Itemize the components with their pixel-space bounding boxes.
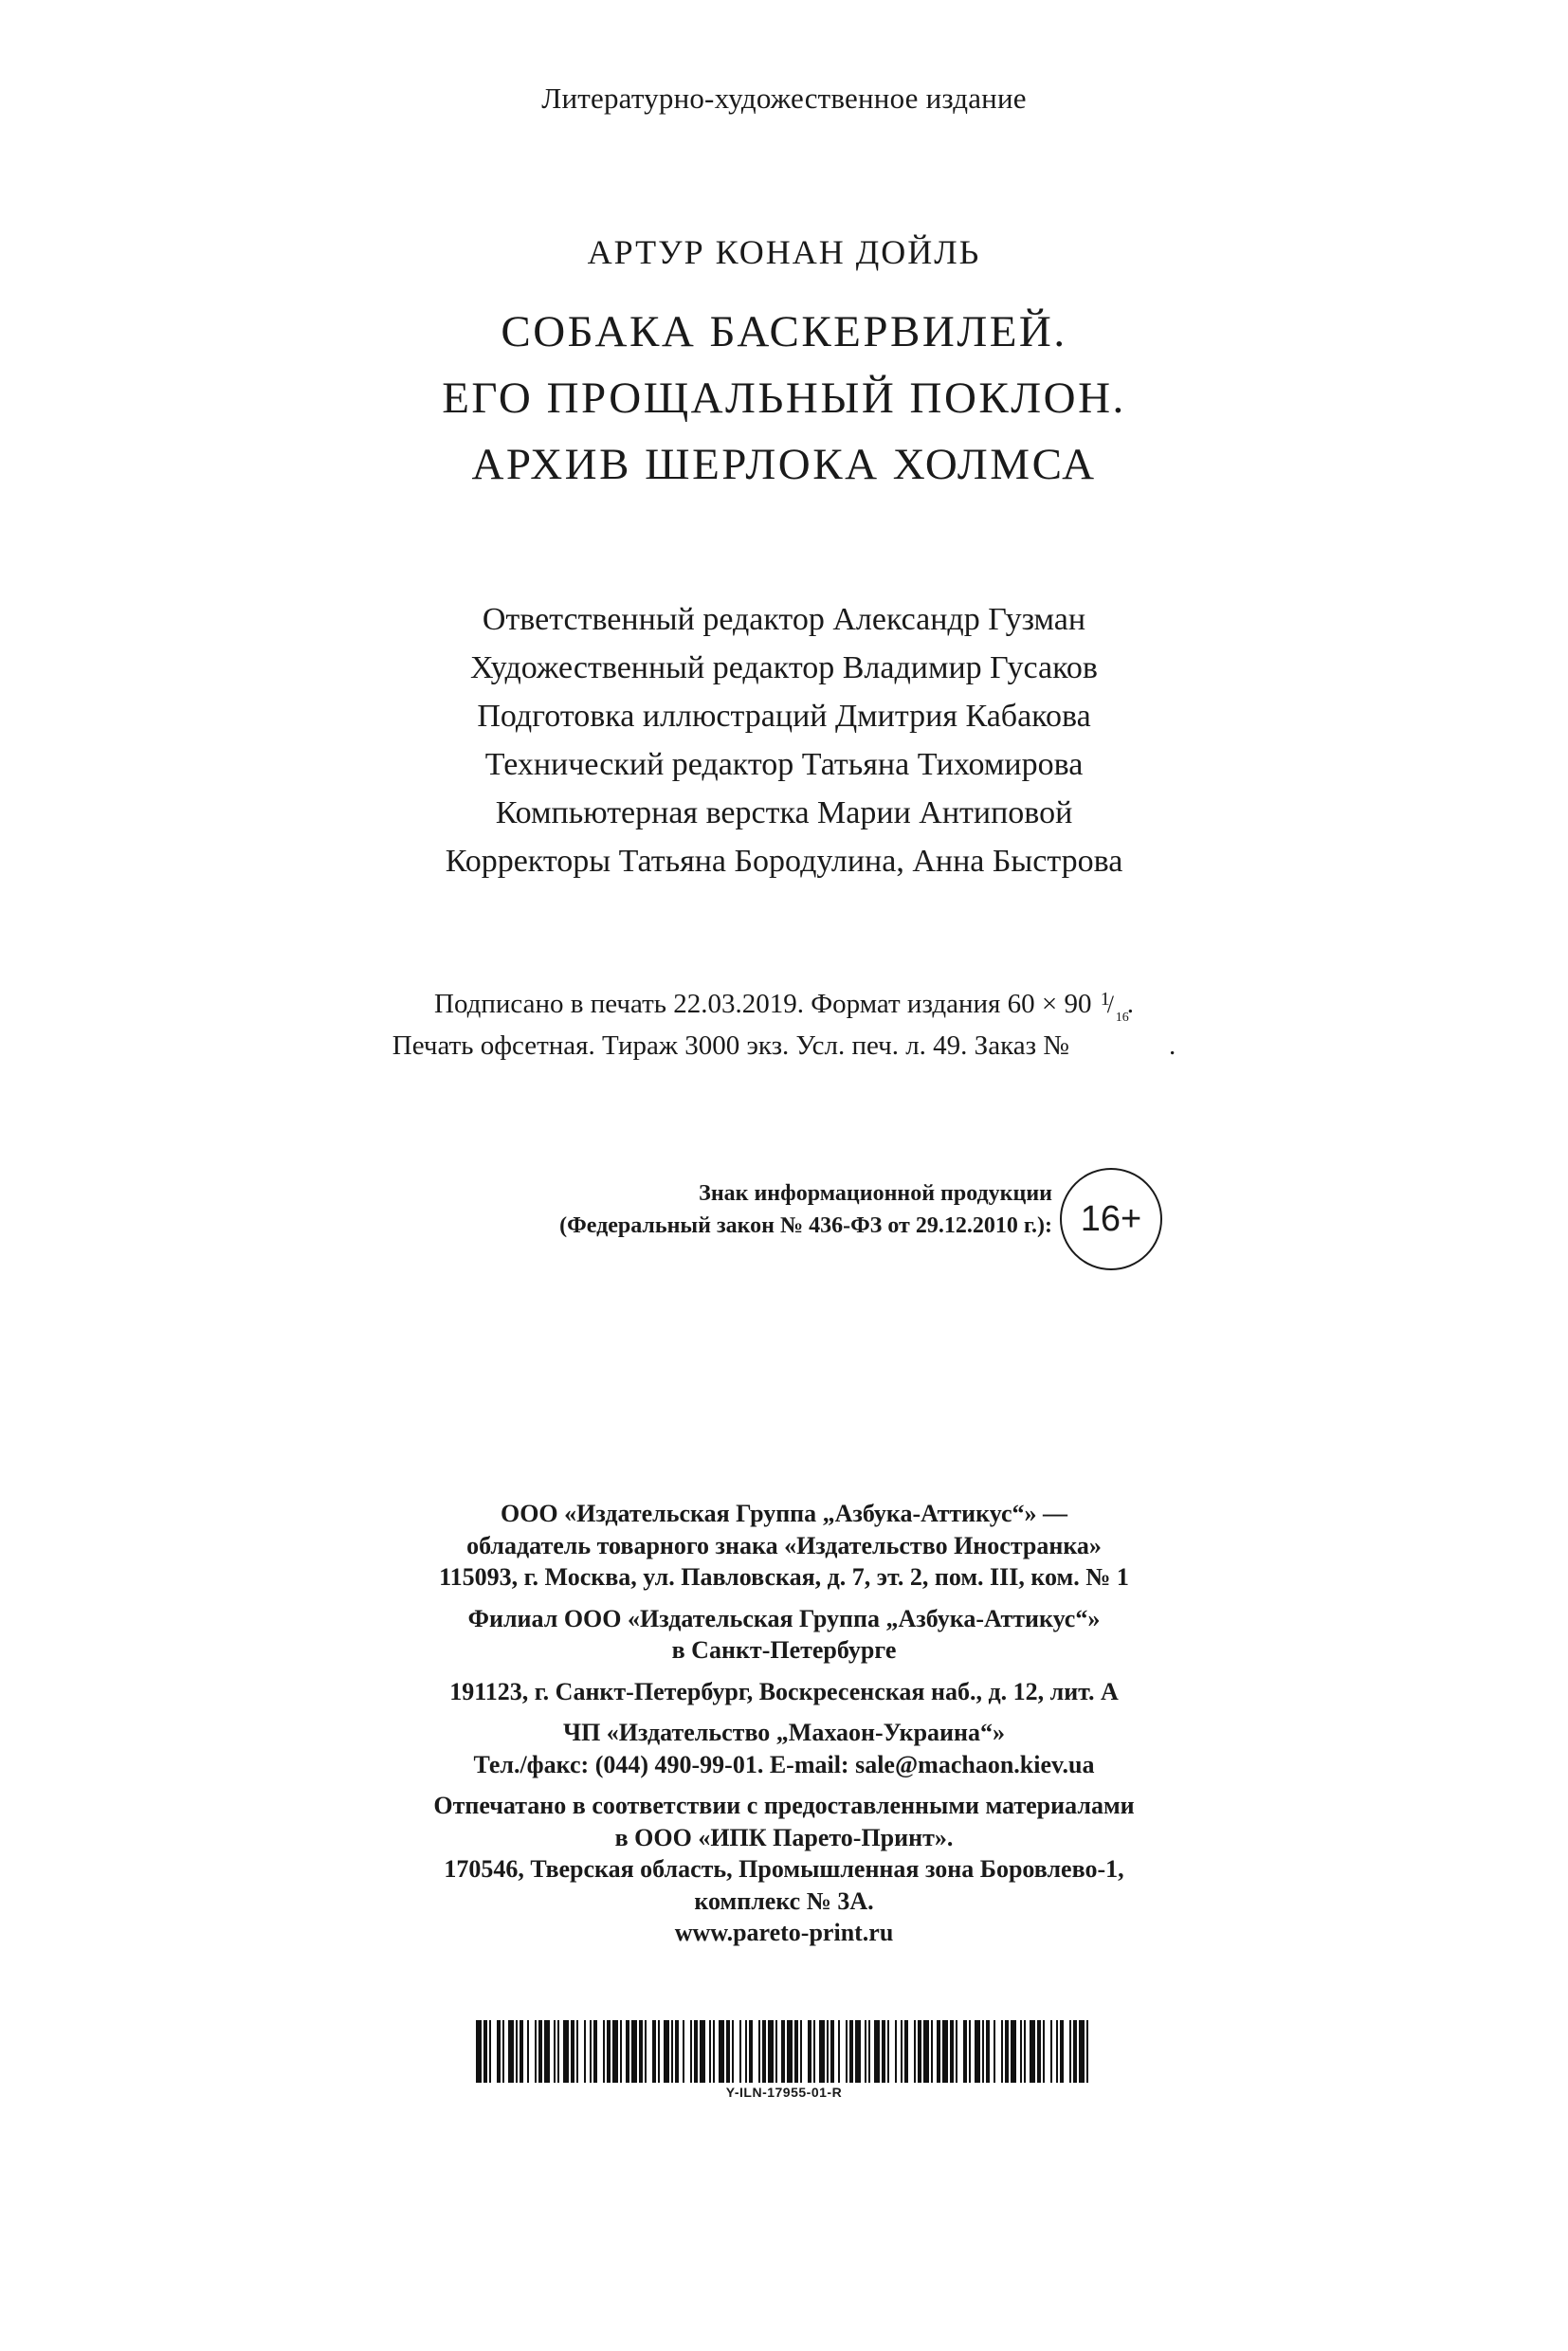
line-end-period: . (1168, 1030, 1176, 1061)
age-rating-badge: 16+ (1060, 1168, 1162, 1270)
title-line: АРХИВ ШЕРЛОКА ХОЛМСА (471, 440, 1097, 489)
publisher-info (0, 1498, 1568, 1949)
print-format-text: Подписано в печать 22.03.2019. Формат издания 60 × 90 (434, 989, 1092, 1019)
title-line: СОБАКА БАСКЕРВИЛЕЙ. (501, 307, 1067, 356)
printer-website: www.pareto-print.ru (674, 1919, 894, 1946)
barcode-block (474, 2020, 1094, 2100)
publisher-line: 170546, Тверская область, Промышленная зона Боровлево-1, (444, 1855, 1124, 1883)
credit-line: Технический редактор Татьяна Тихомирова (484, 747, 1084, 782)
publisher-line: в Санкт-Петербурге (671, 1636, 897, 1664)
publisher-line: ЧП «Издательство „Махаон-Украина“» (563, 1719, 1005, 1746)
fraction-denominator: 16 (1115, 1011, 1129, 1025)
barcode-icon (474, 2020, 1094, 2083)
age-rating-label (408, 1177, 1052, 1242)
age-rating-label-line: Знак информационной продукции (699, 1181, 1052, 1206)
publisher-line: в ООО «ИПК Парето-Принт». (614, 1823, 954, 1851)
format-fraction: 1 / 16 (1099, 988, 1127, 1016)
publisher-line: Филиал ООО «Издательская Группа „Азбука-Аттикус“» (467, 1604, 1101, 1632)
line-end-period: . (1126, 989, 1134, 1019)
age-rating-label-line: (Федеральный закон № 436-ФЗ от 29.12.2010 г.): (559, 1213, 1052, 1238)
publisher-line: 191123, г. Санкт-Петербург, Воскресенская наб., д. 12, лит. А (449, 1677, 1119, 1705)
author-name: АРТУР КОНАН ДОЙЛЬ (587, 233, 981, 271)
publisher-line: комплекс № 3А. (694, 1886, 874, 1915)
print-info-line-1 (0, 983, 1568, 1025)
print-run-text: Печать офсетная. Тираж 3000 экз. Усл. печ. л. 49. Заказ № (392, 1030, 1069, 1061)
credit-line: Корректоры Татьяна Бородулина, Анна Быстрова (445, 844, 1123, 879)
book-title (0, 299, 1568, 498)
credits-list (0, 595, 1568, 885)
print-info-line-2 (0, 1025, 1568, 1066)
publisher-line: ООО «Издательская Группа „Азбука-Аттикус“» — (500, 1500, 1067, 1527)
publisher-line: 115093, г. Москва, ул. Павловская, д. 7, эт. 2, пом. III, ком. № 1 (439, 1563, 1129, 1591)
credit-line: Ответственный редактор Александр Гузман (482, 602, 1086, 637)
print-info (0, 983, 1568, 1066)
credit-line: Подготовка иллюстраций Дмитрия Кабакова (477, 699, 1091, 734)
fraction-numerator: 1 (1100, 989, 1110, 1010)
age-rating-block (408, 1168, 1185, 1272)
credit-line: Компьютерная верстка Марии Антиповой (495, 795, 1073, 830)
publisher-line: Тел./факс: (044) 490-99-01. E-mail: sale@machaon.kiev.ua (473, 1750, 1095, 1778)
publisher-line: обладатель товарного знака «Издательство Иностранка» (466, 1531, 1102, 1559)
title-line: ЕГО ПРОЩАЛЬНЫЙ ПОКЛОН. (442, 374, 1126, 423)
barcode-code: Y-ILN-17955-01-R (725, 2085, 843, 2100)
edition-type: Литературно-художественное издание (541, 82, 1027, 115)
credit-line: Художественный редактор Владимир Гусаков (470, 650, 1098, 685)
publisher-line: Отпечатано в соответствии с предоставленными материалами (433, 1792, 1135, 1819)
